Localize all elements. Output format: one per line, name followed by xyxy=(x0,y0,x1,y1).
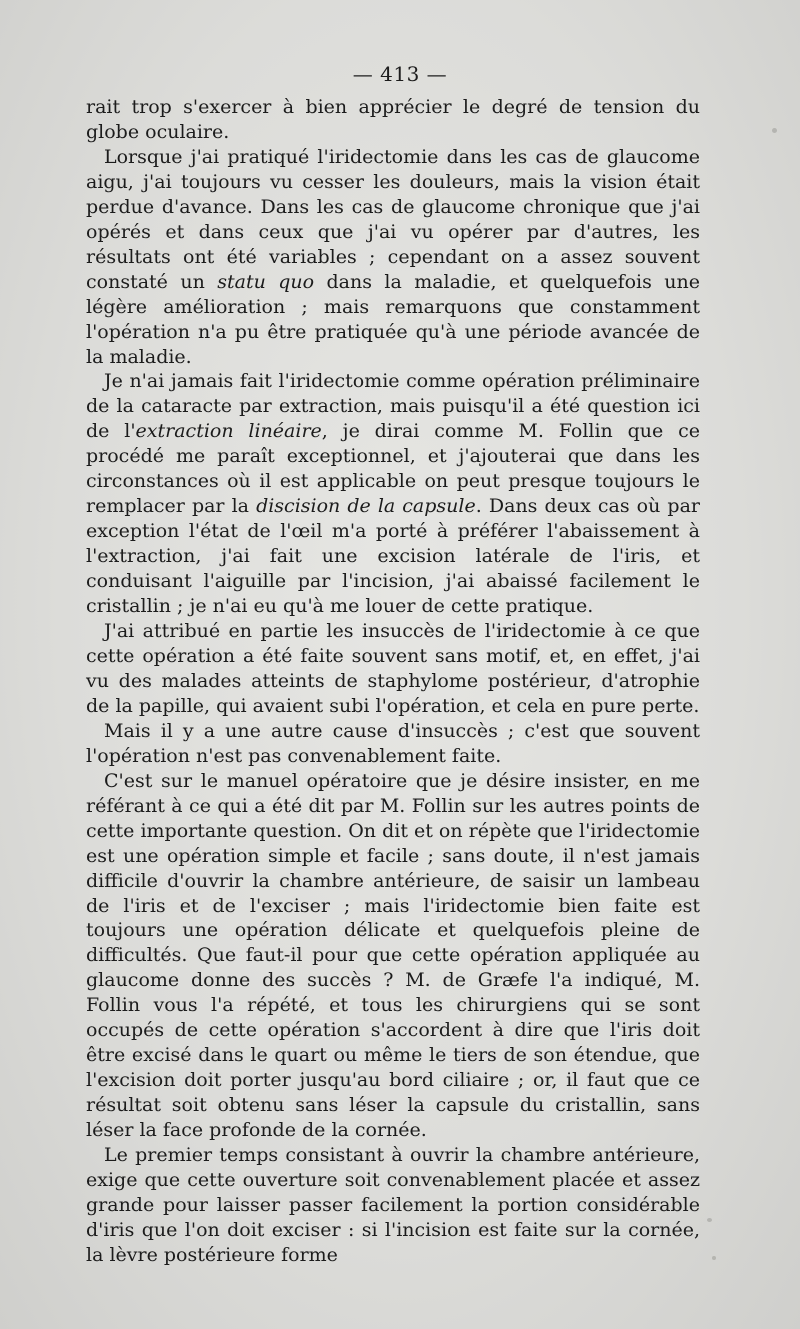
page-number: — 413 — xyxy=(352,62,448,86)
body-text xyxy=(86,95,700,1268)
text-run: , je dirai comme M. Follin que ce procédé me paraît exceptionnel, et j'ajouterai que dans les circonstances où il est applicable on peut presque toujours le remplacer par la xyxy=(86,420,700,518)
paragraph-autre-cause: Mais il y a une autre cause d'insuccès ; c'est que souvent l'opération n'est pas convenablement faite. xyxy=(86,719,700,767)
text-run: Lorsque j'ai pratiqué l'iridectomie dans les cas de glaucome aigu, j'ai toujours vu cesser les douleurs, mais la vision était perdue d'avance. Dans les cas de glaucome chronique que j'ai opérés et dans ceux que j'ai vu opérer par d'autres, les résultats ont été variables ; cependant on a assez souvent constaté un xyxy=(86,145,700,293)
paragraph-premier-temps: Le premier temps consistant à ouvrir la chambre antérieure, exige que cette ouverture soit convenablement placée et assez grande pour laisser passer facilement la portion considérable d'iris que l'on doit exciser : si l'incision est faite sur la cornée, la lèvre postérieure forme xyxy=(86,1144,700,1266)
paragraph-cataracte xyxy=(86,369,700,619)
text-run: . Dans deux cas où par exception l'état de l'œil m'a porté à préférer l'abaissement à l'extraction, j'ai fait une excision latérale de l'iris, et conduisant l'aiguille par l'incision, j'ai abaissé facilement le cristallin ; je n'ai eu qu'à me louer de cette pratique. xyxy=(86,495,700,618)
paragraph-manuel-operatoire: C'est sur le manuel opératoire que je désire insister, en me référant à ce qui a été dit par M. Follin sur les autres points de cette importante question. On dit et on répète que l'iridectomie est une opération simple et facile ; sans doute, il n'est jamais difficile d'ouvrir la chambre antérieure, de saisir un lambeau de l'iris et de l'exciser ; mais l'iridectomie bien faite est toujours une opération délicate et quelquefois pleine de difficultés. Que faut-il pour que cette opération appliquée au glaucome donne des succès ? M. de Græfe l'a indiqué, M. Follin vous l'a répété, et tous les chirurgiens qui se sont occupés de cette opération s'accordent à dire que l'iris doit être excisé dans le quart ou même le tiers de son étendue, que l'excision doit porter jusqu'au bord ciliaire ; or, il faut que ce résultat soit obtenu sans léser la capsule du cristallin, sans léser la face profonde de la cornée. xyxy=(86,769,700,1142)
italic-term-extraction-lineaire: extraction linéaire xyxy=(135,420,322,443)
text-run: Je n'ai jamais fait l'iridectomie comme opération préliminaire de la cataracte par extraction, mais puisqu'il a été question ici de l' xyxy=(86,370,700,443)
paper-speck xyxy=(707,1218,712,1222)
italic-term-discision: discision de la capsule xyxy=(256,495,476,518)
paper-speck xyxy=(712,1256,716,1260)
italic-term-statu-quo: statu quo xyxy=(217,270,315,293)
paragraph-continuation: rait trop s'exercer à bien apprécier le degré de tension du globe oculaire. xyxy=(86,96,700,143)
text-run: dans la maladie, et quelquefois une légère amélioration ; mais remarquons que constamment l'opération n'a pu être pratiquée qu'à une période avancée de la maladie. xyxy=(86,270,700,368)
paragraph-insucces: J'ai attribué en partie les insuccès de l'iridectomie à ce que cette opération a été faite souvent sans motif, et, en effet, j'ai vu des malades atteints de staphylome postérieur, d'atrophie de la papille, qui avaient subi l'opération, et cela en pure perte. xyxy=(86,620,700,717)
paper-speck xyxy=(772,128,777,133)
paragraph-glaucome xyxy=(86,145,700,370)
